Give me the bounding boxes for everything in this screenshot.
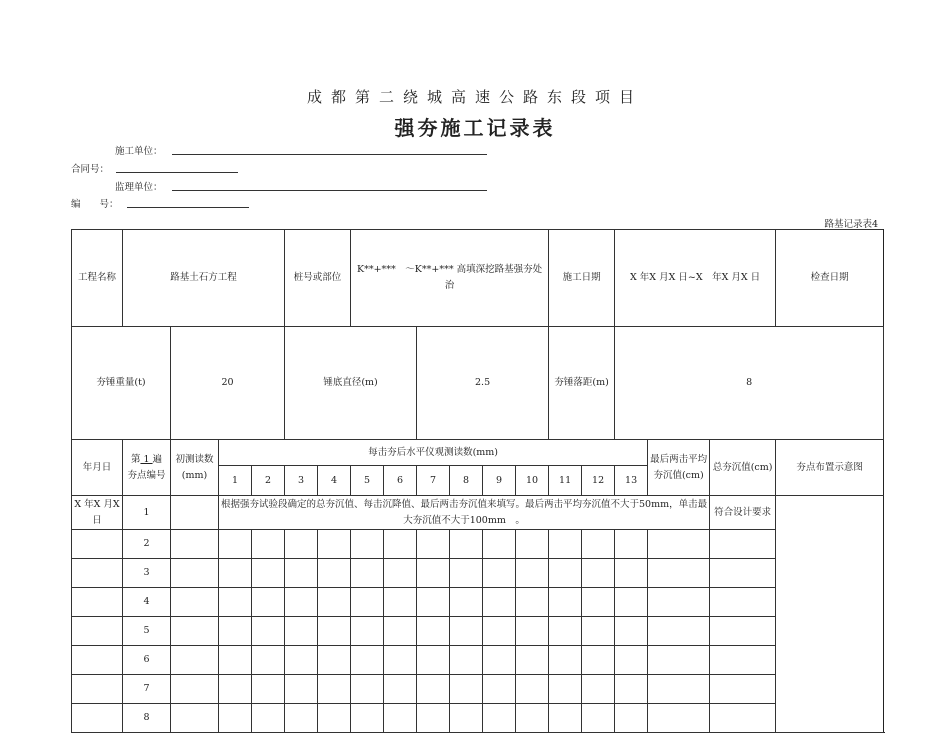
row-initial-reading[interactable] [171, 530, 219, 559]
row-reading-cell[interactable] [219, 559, 252, 588]
layout-diagram-area[interactable] [776, 496, 884, 733]
blow-number: 2 [252, 466, 285, 496]
row-reading-cell[interactable] [615, 704, 648, 733]
row-reading-cell[interactable] [219, 588, 252, 617]
row-last-two-avg[interactable] [648, 675, 710, 704]
row-reading-cell[interactable] [483, 646, 516, 675]
row-reading-cell[interactable] [318, 646, 351, 675]
row-reading-cell[interactable] [384, 588, 417, 617]
row-reading-cell[interactable] [384, 646, 417, 675]
row-reading-cell[interactable] [549, 617, 582, 646]
project-title: 成都第二绕城高速公路东段项目 [306, 88, 643, 106]
row-reading-cell[interactable] [219, 617, 252, 646]
row-date[interactable] [72, 530, 123, 559]
row-point-no: 7 [123, 675, 171, 704]
row-reading-cell[interactable] [417, 559, 450, 588]
row-reading-cell[interactable] [384, 559, 417, 588]
row-reading-cell[interactable] [384, 704, 417, 733]
row-point-no: 3 [123, 559, 171, 588]
contract-no-field[interactable] [116, 172, 238, 173]
blow-number: 5 [351, 466, 384, 496]
row-point-no: 8 [123, 704, 171, 733]
row-reading-cell[interactable] [582, 588, 615, 617]
row-last-two-avg[interactable] [648, 588, 710, 617]
row-reading-cell[interactable] [351, 704, 384, 733]
construction-unit-field[interactable] [172, 154, 487, 155]
row-reading-cell[interactable] [615, 646, 648, 675]
point-no-label: 夯点编号 [127, 469, 166, 481]
hammer-diameter: 2.5 [417, 327, 549, 440]
col-last-two-avg: 最后两击平均夯沉值(cm) [648, 440, 710, 496]
row-initial-reading[interactable] [171, 559, 219, 588]
col-point-no [123, 440, 171, 496]
row-reading-cell[interactable] [483, 530, 516, 559]
row-reading-cell[interactable] [417, 530, 450, 559]
row-reading-cell[interactable] [384, 530, 417, 559]
row-reading-cell[interactable] [252, 530, 285, 559]
station: K**+*** ～K**+*** 高填深挖路基强夯处治 [351, 230, 549, 327]
row-date[interactable] [72, 617, 123, 646]
row-reading-cell[interactable] [549, 646, 582, 675]
blow-number: 3 [285, 466, 318, 496]
row-reading-cell[interactable] [516, 704, 549, 733]
row-reading-cell[interactable] [417, 646, 450, 675]
row-total-settlement[interactable] [710, 646, 776, 675]
table-row [72, 675, 884, 704]
row-reading-cell[interactable] [483, 704, 516, 733]
row-reading-cell[interactable] [450, 675, 483, 704]
blow-number: 10 [516, 466, 549, 496]
row-reading-cell[interactable] [219, 704, 252, 733]
row-last-two-avg[interactable] [648, 646, 710, 675]
row-reading-cell[interactable] [615, 530, 648, 559]
row-date[interactable] [72, 646, 123, 675]
row-reading-cell[interactable] [285, 530, 318, 559]
row-reading-cell[interactable] [615, 617, 648, 646]
drop-height: 8 [615, 327, 884, 440]
col-initial-reading: 初测读数(mm) [171, 440, 219, 496]
row-reading-cell[interactable] [516, 588, 549, 617]
row-last-two-avg[interactable] [648, 617, 710, 646]
row-total-settlement[interactable] [710, 704, 776, 733]
row-reading-cell[interactable] [384, 675, 417, 704]
row-reading-cell[interactable] [252, 588, 285, 617]
row-point-no: 4 [123, 588, 171, 617]
row-reading-cell[interactable] [582, 559, 615, 588]
blow-number: 4 [318, 466, 351, 496]
record-table [71, 229, 884, 733]
table-row [72, 559, 884, 588]
row-total-settlement[interactable] [710, 617, 776, 646]
col-total-settlement: 总夯沉值(cm) [710, 440, 776, 496]
row-point-no: 2 [123, 530, 171, 559]
blow-number: 12 [582, 466, 615, 496]
col-date: 年月日 [72, 440, 123, 496]
blow-number: 7 [417, 466, 450, 496]
row-reading-cell[interactable] [285, 559, 318, 588]
col-readings-header: 每击夯后水平仪观测读数(mm) [219, 440, 648, 466]
table-row [72, 617, 884, 646]
row-reading-cell[interactable] [318, 675, 351, 704]
row-total-settlement: 符合设计要求 [710, 496, 776, 530]
row-reading-cell[interactable] [483, 675, 516, 704]
row-date[interactable] [72, 675, 123, 704]
row-reading-cell[interactable] [450, 559, 483, 588]
row-initial-reading[interactable] [171, 675, 219, 704]
row-reading-cell[interactable] [549, 704, 582, 733]
row-reading-cell[interactable] [285, 588, 318, 617]
row-reading-cell[interactable] [549, 530, 582, 559]
row-reading-cell[interactable] [483, 559, 516, 588]
row-reading-cell[interactable] [318, 559, 351, 588]
blow-number: 8 [450, 466, 483, 496]
row-initial-reading[interactable] [171, 496, 219, 530]
hammer-weight: 20 [171, 327, 285, 440]
row-reading-cell[interactable] [450, 646, 483, 675]
row-reading-cell[interactable] [483, 617, 516, 646]
row-reading-cell[interactable] [615, 675, 648, 704]
row-reading-cell[interactable] [615, 588, 648, 617]
row-initial-reading[interactable] [171, 646, 219, 675]
hammer-diameter-label: 锤底直径(m) [285, 327, 417, 440]
row-last-two-avg[interactable] [648, 559, 710, 588]
row-reading-cell[interactable] [582, 646, 615, 675]
row-reading-cell[interactable] [582, 704, 615, 733]
row-reading-cell[interactable] [516, 559, 549, 588]
blow-number: 13 [615, 466, 648, 496]
row-last-two-avg[interactable] [648, 530, 710, 559]
project-name: 路基土石方工程 [123, 230, 285, 327]
row-reading-cell[interactable] [384, 617, 417, 646]
blow-number: 1 [219, 466, 252, 496]
supervision-unit-field[interactable] [172, 190, 487, 191]
table-row [72, 588, 884, 617]
row-reading-cell[interactable] [549, 675, 582, 704]
row-reading-cell[interactable] [516, 646, 549, 675]
note-text: 根据强夯试验段确定的总夯沉值、每击沉降值、最后两击夯沉值来填写。最后两击平均夯沉值不大于50mm，单击最大夯沉值不大于100mm 。 [219, 496, 710, 530]
row-reading-cell[interactable] [516, 530, 549, 559]
row-reading-cell[interactable] [285, 646, 318, 675]
col-layout: 夯点布置示意图 [776, 440, 884, 496]
row-point-no: 6 [123, 646, 171, 675]
row-total-settlement[interactable] [710, 588, 776, 617]
drop-height-label: 夯锤落距(m) [549, 327, 615, 440]
row-reading-cell[interactable] [318, 704, 351, 733]
number-label: 编 号： [71, 199, 119, 210]
check-date-label: 检查日期 [776, 230, 884, 327]
page-title: 强夯施工记录表 [394, 116, 556, 140]
row-total-settlement[interactable] [710, 559, 776, 588]
row-initial-reading[interactable] [171, 588, 219, 617]
row-reading-cell[interactable] [582, 617, 615, 646]
row-reading-cell[interactable] [549, 588, 582, 617]
row-reading-cell[interactable] [318, 588, 351, 617]
project-name-label: 工程名称 [72, 230, 123, 327]
station-label: 桩号或部位 [285, 230, 351, 327]
row-reading-cell[interactable] [252, 646, 285, 675]
row-reading-cell[interactable] [516, 675, 549, 704]
row-point-no: 5 [123, 617, 171, 646]
row-reading-cell[interactable] [219, 646, 252, 675]
row-initial-reading[interactable] [171, 617, 219, 646]
form-number: 路基记录表4 [824, 219, 878, 230]
row-reading-cell[interactable] [252, 559, 285, 588]
blow-number: 9 [483, 466, 516, 496]
row-reading-cell[interactable] [582, 530, 615, 559]
row-reading-cell[interactable] [450, 617, 483, 646]
table-row [72, 704, 884, 733]
number-field[interactable] [127, 207, 249, 208]
row-reading-cell[interactable] [285, 675, 318, 704]
date-label: 施工日期 [549, 230, 615, 327]
row-reading-cell[interactable] [252, 704, 285, 733]
row-total-settlement[interactable] [710, 530, 776, 559]
row-reading-cell[interactable] [285, 617, 318, 646]
row-date[interactable] [72, 588, 123, 617]
row-reading-cell[interactable] [516, 617, 549, 646]
contract-no-label: 合同号： [71, 164, 110, 175]
row-initial-reading[interactable] [171, 704, 219, 733]
row-date[interactable] [72, 559, 123, 588]
row-reading-cell[interactable] [450, 530, 483, 559]
supervision-unit-label: 监理单位： [115, 182, 163, 193]
table-row [72, 646, 884, 675]
row-reading-cell[interactable] [351, 559, 384, 588]
row-reading-cell[interactable] [318, 530, 351, 559]
row-reading-cell[interactable] [351, 617, 384, 646]
row-reading-cell[interactable] [351, 530, 384, 559]
blow-number: 6 [384, 466, 417, 496]
construction-unit-label: 施工单位： [115, 146, 163, 157]
row-reading-cell[interactable] [351, 646, 384, 675]
pass-number[interactable]: 1 [140, 453, 153, 465]
row-reading-cell[interactable] [351, 675, 384, 704]
row-reading-cell[interactable] [285, 704, 318, 733]
row-point-no: 1 [123, 496, 171, 530]
row-reading-cell[interactable] [219, 675, 252, 704]
row-date[interactable] [72, 704, 123, 733]
row-reading-cell[interactable] [351, 588, 384, 617]
row-reading-cell[interactable] [219, 530, 252, 559]
blow-number: 11 [549, 466, 582, 496]
row-reading-cell[interactable] [318, 617, 351, 646]
row-reading-cell[interactable] [417, 704, 450, 733]
row-reading-cell[interactable] [252, 617, 285, 646]
table-row [72, 496, 884, 530]
row-reading-cell[interactable] [615, 559, 648, 588]
hammer-weight-label: 夯锤重量(t) [72, 327, 171, 440]
pass-suffix: 遍 [152, 453, 163, 465]
row-reading-cell[interactable] [483, 588, 516, 617]
row-reading-cell[interactable] [582, 675, 615, 704]
row-reading-cell[interactable] [450, 588, 483, 617]
row-reading-cell[interactable] [417, 675, 450, 704]
construction-date: X 年X 月X 日~X 年X 月X 日 [615, 230, 776, 327]
table-row [72, 530, 884, 559]
row-reading-cell[interactable] [450, 704, 483, 733]
row-reading-cell[interactable] [417, 588, 450, 617]
row-total-settlement[interactable] [710, 675, 776, 704]
row-reading-cell[interactable] [549, 559, 582, 588]
row-reading-cell[interactable] [417, 617, 450, 646]
row-reading-cell[interactable] [252, 675, 285, 704]
row-date[interactable]: X 年X 月X 日 [72, 496, 123, 530]
pass-prefix: 第 [130, 453, 141, 465]
row-last-two-avg[interactable] [648, 704, 710, 733]
